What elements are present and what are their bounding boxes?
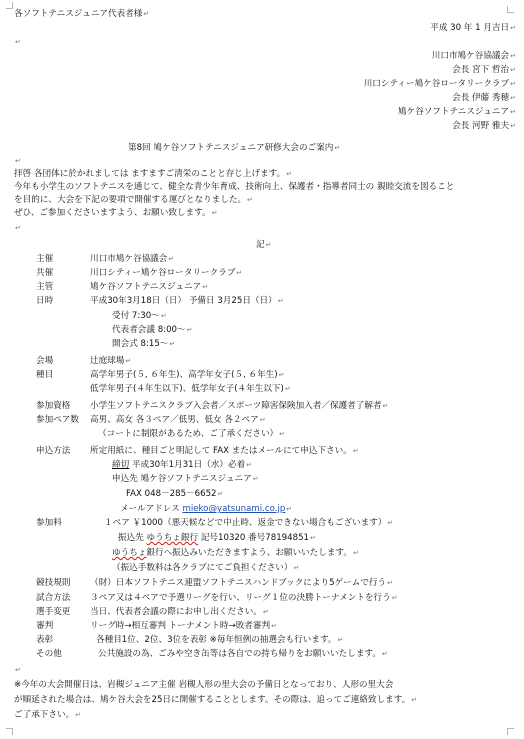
footer-note-3: ご了承下さい。↵ [14, 710, 82, 720]
intro-line-4: ぜひ、ご参加くださいますよう、お願い致します。↵ [14, 208, 218, 218]
format-value: ３ペア又は４ペアで予選リーグを行い、リーグ１位の決勝トーナメントを行う↵ [90, 593, 398, 603]
footer-note-2: が順延された場合は、鳩ケ谷大会を25日に開催することとします。その際は、追ってご連絡致します。↵ [14, 695, 418, 705]
email-link[interactable]: mieko@yatsunami.co.jp [182, 504, 286, 514]
organizer-value: 川口市鳩ケ谷協議会↵ [90, 254, 175, 264]
bank-account: 振込先 ゆうちょ銀行 記号10320 番号78194851↵ [118, 533, 316, 543]
deadline-label: 締切 [112, 460, 130, 470]
venue-value: 辻庭球場↵ [90, 356, 132, 366]
eligibility-label: 参加資格 [36, 401, 71, 411]
co-organizer-value: 川口シティー鳩ケ谷ロータリークラブ↵ [90, 268, 243, 278]
referee-value: リーグ時→相互審判 トーナメント時→敗者審判↵ [90, 621, 277, 631]
sender-chair-1: 会長 宮下 哲治↵ [452, 65, 516, 75]
sender-chair-3: 会長 河野 雅夫↵ [452, 121, 516, 131]
events-lower-grades: 低学年男子(４年生以下)、低学年女子(４年生以下)↵ [90, 384, 291, 394]
other-label: その他 [36, 649, 62, 659]
eligibility-value: 小学生ソフトテニスクラブ入会者／スポーツ障害保険加入者／保護者了解者↵ [90, 401, 389, 411]
addressee: 各ソフトテニスジュニア代表者様↵ [14, 9, 150, 19]
pairs-value: 高男、高女 各３ペア／低男、低女 各２ペア↵ [90, 415, 266, 425]
crop-mark-top-right [507, 6, 514, 13]
footer-note-1: ※今年の大会開催日は、岩槻ジュニア主催 岩槻人形の里大会の予備日となっており、人形の里大会 [14, 680, 394, 690]
crop-mark-bottom-left [6, 728, 13, 735]
blank-line: ↵ [15, 224, 21, 232]
player-change-label: 選手変更 [36, 607, 71, 617]
pairs-label: 参加ペア数 [36, 415, 79, 425]
reps-meeting-time: 代表者会議 8:00〜↵ [112, 325, 193, 335]
pairs-note: （コートに制限があるため、ご了承ください）↵ [98, 429, 286, 439]
datetime-label: 日時 [36, 296, 54, 306]
opening-ceremony-time: 開会式 8:15〜↵ [112, 339, 176, 349]
awards-label: 表彰 [36, 635, 54, 645]
bank-fee-note: （振込手数料は各クラブにてご負担ください）↵ [112, 563, 300, 573]
intro-line-2: 今年も小学生のソフトテニスを通じて、健全な青少年育成、技術向上、保護者・指導者同士の 親睦交流を図ること [14, 182, 455, 192]
events-label: 種目 [36, 370, 54, 380]
intro-line-1: 拝啓 各団体に於かれましては ますますご清栄のことと存じ上げます。↵ [14, 169, 293, 179]
fax-line: FAX 048－285－6652↵ [126, 489, 224, 499]
venue-label: 会場 [36, 356, 54, 366]
crop-mark-top-left [6, 2, 13, 9]
format-label: 試合方法 [36, 593, 71, 603]
blank-line: ↵ [15, 666, 21, 674]
email-line: メールアドレス mieko@yatsunami.co.jp↵ [120, 504, 293, 514]
host-value: 鳩ケ谷ソフトテニスジュニア↵ [90, 282, 209, 292]
fee-label: 参加料 [36, 518, 62, 528]
other-value: 公共施設の為、ごみや空き缶等は各自での持ち帰りをお願いいたします。↵ [98, 649, 388, 659]
issue-date: 平成 30 年 1 月吉日↵ [430, 23, 516, 33]
bank-instruction: ゆうちょ銀行へ振込みいただきますよう、お願いいたします。↵ [112, 548, 359, 558]
events-upper-grades: 高学年男子(５, ６年生)、高学年女子(５, ６年生)↵ [90, 370, 285, 380]
application-label: 申込方法 [36, 446, 71, 456]
referee-label: 審判 [36, 621, 54, 631]
reception-time: 受付 7:30〜↵ [112, 311, 167, 321]
sender-org-1: 川口市鳩ケ谷協議会↵ [431, 51, 516, 61]
blank-line: ↵ [15, 38, 21, 46]
organizer-label: 主催 [36, 254, 54, 264]
apply-to-line: 申込先 鳩ケ谷ソフトテニスジュニア↵ [112, 474, 259, 484]
co-organizer-label: 共催 [36, 268, 54, 278]
fee-value: １ペア ￥1000（悪天候などで中止時、返金できない場合もございます）↵ [104, 518, 394, 528]
document-title: 第8回 鳩ケ谷ソフトテニスジュニア研修大会のご案内↵ [128, 143, 341, 153]
intro-line-3: を目的に、大会を下記の要項で開催する運びとなりました。↵ [14, 195, 253, 205]
host-label: 主管 [36, 282, 54, 292]
datetime-value: 平成30年3月18日（日） 予備日 3月25日（日）↵ [90, 296, 284, 306]
deadline-line: 締切 平成30年1月31日（水）必着↵ [112, 460, 253, 470]
awards-value: 各種目1位、2位、3位を表彰 ※毎年恒例の抽選会も行います。↵ [96, 635, 344, 645]
crop-mark-bottom-right [507, 728, 514, 735]
ki-heading: 記↵ [256, 240, 272, 250]
blank-line: ↵ [15, 157, 21, 165]
rules-label: 競技規則 [36, 578, 71, 588]
sender-chair-2: 会長 伊藤 秀穂↵ [452, 93, 516, 103]
sender-org-2: 川口シティー鳩ケ谷ロータリークラブ↵ [363, 79, 516, 89]
sender-org-3: 鳩ケ谷ソフトテニスジュニア↵ [397, 107, 516, 117]
application-value: 所定用紙に、種目ごと明記して FAX またはメールにて申込下さい。↵ [90, 446, 359, 456]
player-change-value: 当日、代表者会議の際にお申し出ください。↵ [90, 607, 269, 617]
rules-value: （財）日本ソフトテニス連盟ソフトテニスハンドブックにより5ゲームで行う↵ [90, 578, 393, 588]
